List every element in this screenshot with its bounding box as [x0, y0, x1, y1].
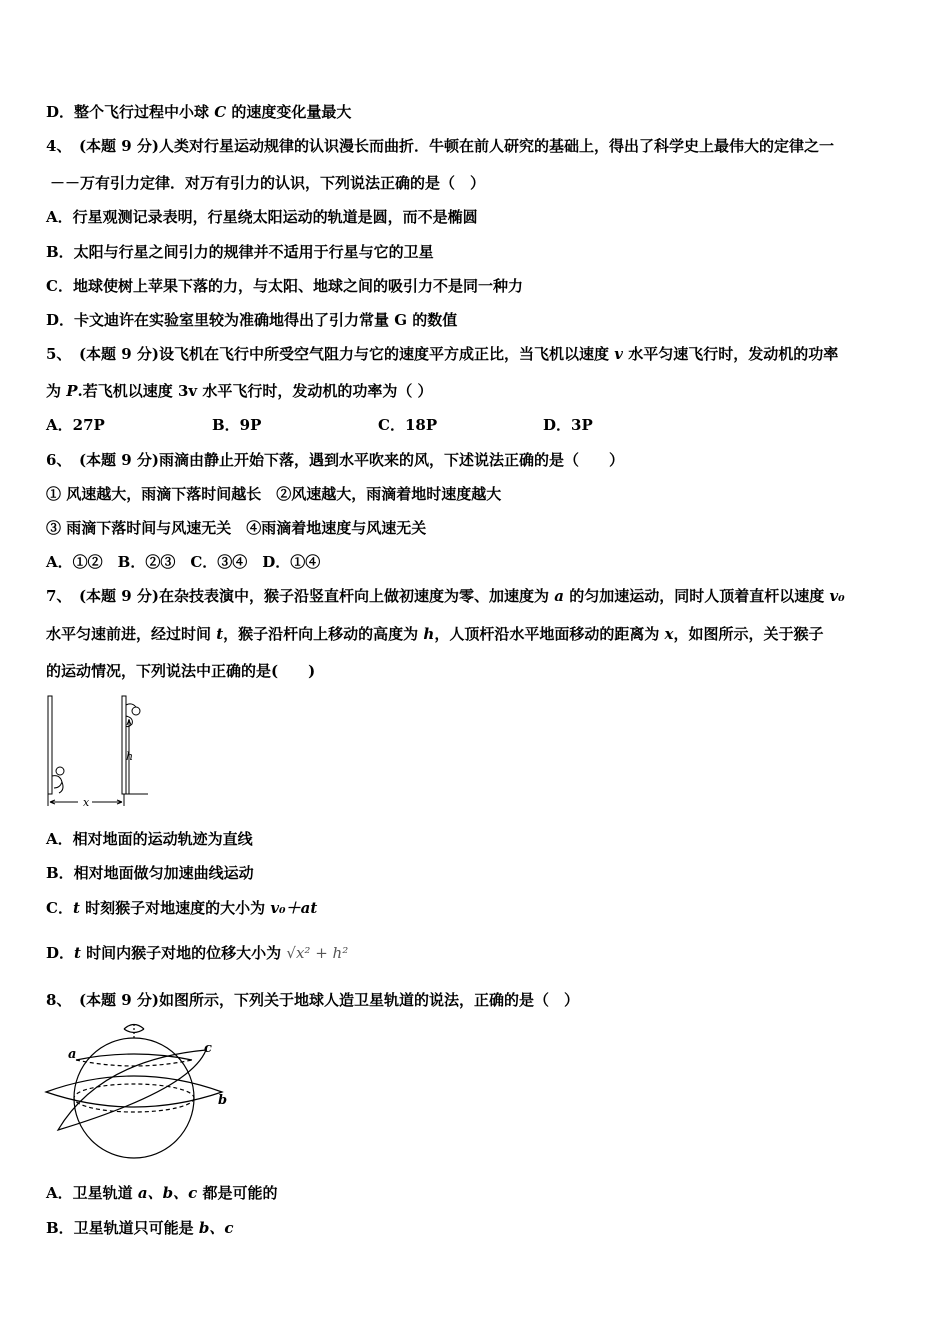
fig-label-a: a: [68, 1047, 77, 1062]
q4-option-a: A．行星观测记录表明，行星绕太阳运动的轨道是圆，而不是椭圆: [46, 208, 478, 226]
fig-label-b: b: [218, 1093, 228, 1108]
q8-option-a: A．卫星轨道 a、b、c 都是可能的: [46, 1184, 278, 1202]
q5-option-c: C．18P: [378, 416, 438, 434]
fig-label-c: c: [204, 1041, 212, 1056]
q5-option-a: A．27P: [46, 416, 105, 434]
q4-option-d: D．卡文迪许在实验室里较为准确地得出了引力常量 G 的数值: [46, 311, 458, 329]
q5-stem-line2: 为 P.若飞机以速度 3v 水平飞行时，发动机的功率为（ ）: [46, 382, 433, 400]
q6-statement-3-4: ③ 雨滴下落时间与风速无关 ④雨滴着地速度与风速无关: [46, 519, 427, 537]
q8-stem: 8、 (本题 9 分)如图所示，下列关于地球人造卫星轨道的说法，正确的是（ ）: [46, 991, 580, 1009]
q4-option-b: B．太阳与行星之间引力的规律并不适用于行星与它的卫星: [46, 243, 434, 261]
q5-option-b: B．9P: [212, 416, 262, 434]
q7-option-a: A．相对地面的运动轨迹为直线: [46, 830, 253, 848]
q5-stem-line1: 5、 (本题 9 分)设飞机在飞行中所受空气阻力与它的速度平方成正比，当飞机以速度 v 水平匀速飞行时，发动机的功率: [46, 345, 839, 363]
q7-stem-line2: 水平匀速前进，经过时间 t，猴子沿杆向上移动的高度为 h，人顶杆沿水平地面移动的距离为 x，如图所示，关于猴子: [46, 625, 824, 643]
q7-option-c: C．t 时刻猴子对地速度的大小为 v₀＋at: [46, 899, 318, 917]
q4-stem-line1: 4、 (本题 9 分)人类对行星运动规律的认识漫长而曲折．牛顿在前人研究的基础上，得出了科学史上最伟大的定律之一: [46, 137, 835, 155]
q7-stem-line1: 7、 (本题 9 分)在杂技表演中，猴子沿竖直杆向上做初速度为零、加速度为 a 的匀加速运动，同时人顶着直杆以速度 v₀: [46, 587, 845, 605]
q6-statement-1-2: ① 风速越大，雨滴下落时间越长 ②风速越大，雨滴着地时速度越大: [46, 485, 502, 503]
q4-stem-line2: －－万有引力定律．对万有引力的认识，下列说法正确的是（ ）: [50, 174, 486, 192]
q8-satellite-orbits-figure: [40, 1020, 240, 1155]
q7-option-b: B．相对地面做匀加速曲线运动: [46, 864, 254, 882]
q3-option-d: D．整个飞行过程中小球 C 的速度变化量最大: [46, 103, 352, 121]
q5-option-d: D．3P: [543, 416, 593, 434]
fig-label-x: x: [83, 796, 90, 809]
q6-stem: 6、 (本题 9 分)雨滴由静止开始下落，遇到水平吹来的风，下述说法正确的是（ ）: [46, 451, 625, 469]
monkey-left-icon: [52, 767, 64, 793]
q7-stem-line3: 的运动情况，下列说法中正确的是( ): [46, 662, 316, 680]
q8-option-b: B．卫星轨道只可能是 b、c: [46, 1219, 234, 1237]
fig-label-h: h: [126, 750, 134, 763]
q7-monkey-pole-figure: [40, 690, 160, 815]
q7-option-d: D．t 时间内猴子对地的位移大小为 √x² + h²: [46, 944, 349, 962]
q6-options: A．①② B．②③ C．③④ D．①④: [46, 553, 321, 571]
q4-option-c: C．地球使树上苹果下落的力，与太阳、地球之间的吸引力不是同一种力: [46, 277, 523, 295]
